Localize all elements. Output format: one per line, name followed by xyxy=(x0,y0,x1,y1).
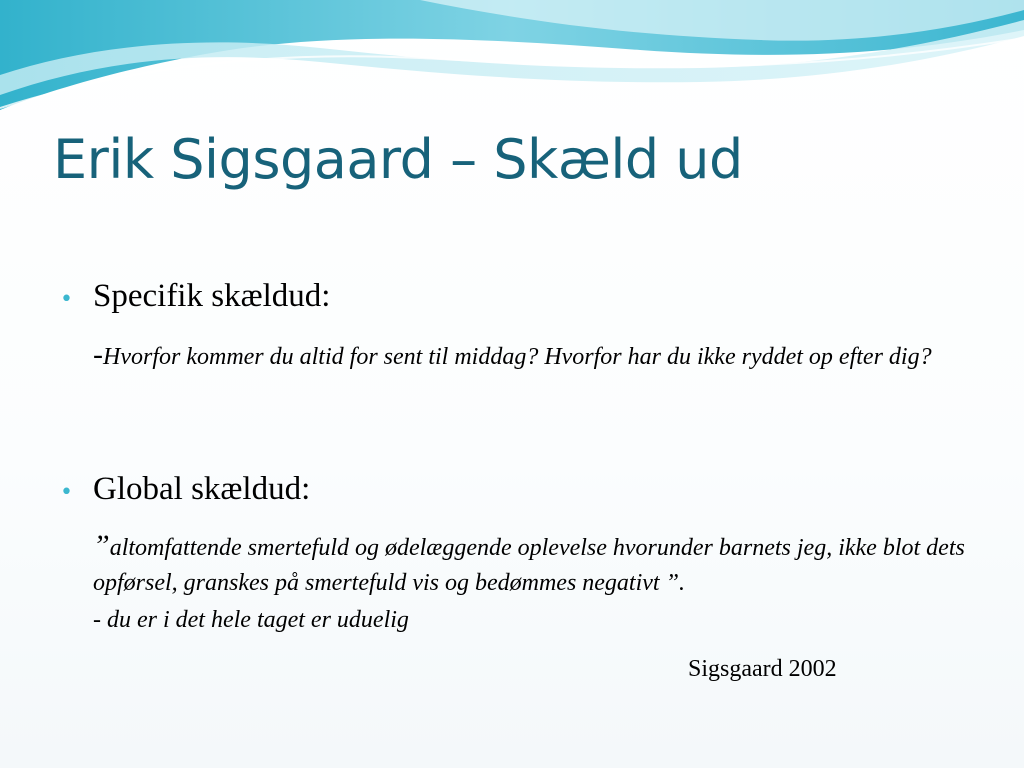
bullet-dot-1: • xyxy=(60,287,73,312)
specific-example-text xyxy=(93,337,973,375)
slide-title: Erik Sigsgaard – Skæld ud xyxy=(53,128,743,191)
global-definition-body: altomfattende smertefuld og ødelæggende oplevelse hvorunder barnets jeg, ikke blot dets opførsel, granskes på smertefuld vis og bedømmes negativt ”. xyxy=(93,535,965,596)
global-definition-text xyxy=(93,528,973,601)
specific-dash: - xyxy=(93,338,103,371)
global-example-text: - du er i det hele taget er uduelig xyxy=(93,607,409,633)
header-wave-decoration xyxy=(0,0,1024,120)
bullet-heading-specific: Specifik skældud: xyxy=(93,278,331,314)
bullet-dot-2: • xyxy=(60,480,73,505)
bullet-heading-global: Global skældud: xyxy=(93,471,311,507)
global-open-quote: ” xyxy=(93,529,110,562)
citation: Sigsgaard 2002 xyxy=(688,656,837,682)
specific-example-body: Hvorfor kommer du altid for sent til middag? Hvorfor har du ikke ryddet op efter dig? xyxy=(103,344,932,370)
